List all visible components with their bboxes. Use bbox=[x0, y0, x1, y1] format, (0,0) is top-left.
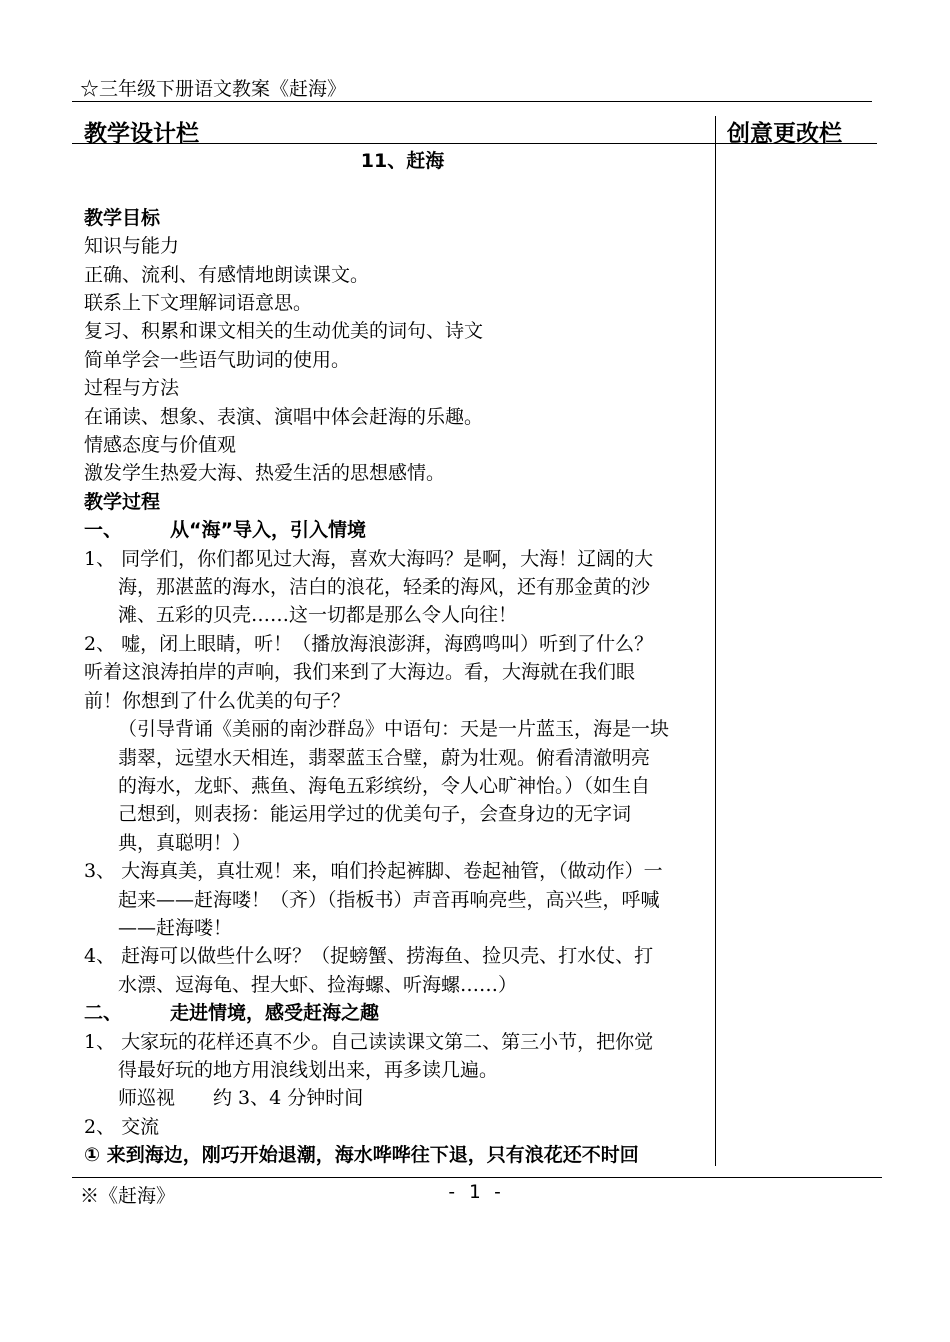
step-heading bbox=[84, 999, 709, 1027]
section-heading-process: 教学过程 bbox=[84, 490, 161, 513]
paragraph-line: 4、 赶海可以做些什么呀？（捉螃蟹、捞海鱼、捡贝壳、打水仗、打 bbox=[84, 945, 654, 968]
footer-title: ※《赶海》 bbox=[80, 1185, 176, 1207]
running-header: ☆三年级下册语文教案《赶海》 bbox=[80, 78, 347, 100]
step-number: 二、 bbox=[84, 1002, 123, 1025]
objective-item: 联系上下文理解词语意思。 bbox=[84, 292, 313, 315]
section-heading-objectives: 教学目标 bbox=[84, 206, 161, 229]
paragraph-line: 得最好玩的地方用浪线划出来，再多读几遍。 bbox=[118, 1058, 499, 1081]
column-divider bbox=[715, 116, 716, 1166]
lesson-plan-body bbox=[84, 147, 709, 1170]
paragraph-line: （引导背诵《美丽的南沙群岛》中语句：天是一片蓝玉，海是一块 bbox=[118, 718, 670, 741]
objective-item: 简单学会一些语气助词的使用。 bbox=[84, 348, 351, 371]
objective-subheading: 知识与能力 bbox=[84, 235, 180, 258]
header-rule bbox=[72, 101, 872, 102]
objective-subheading: 过程与方法 bbox=[84, 377, 180, 400]
table-header-rule bbox=[72, 143, 877, 144]
step-title: 从“海”导入，引入情境 bbox=[170, 519, 366, 542]
paragraph-line: 前！你想到了什么优美的句子？ bbox=[84, 689, 351, 712]
step-number: 一、 bbox=[84, 519, 123, 542]
paragraph-line: 起来——赶海喽！（齐）（指板书）声音再响亮些，高兴些，呼喊 bbox=[118, 888, 660, 911]
blank-line bbox=[84, 175, 709, 203]
step-title: 走进情境，感受赶海之趣 bbox=[170, 1002, 380, 1025]
objective-item: 在诵读、想象、表演、演唱中体会赶海的乐趣。 bbox=[84, 405, 484, 428]
objective-item: 复习、积累和课文相关的生动优美的词句、诗文 bbox=[84, 320, 484, 343]
revision-column-title: 创意更改栏 bbox=[727, 121, 842, 147]
paragraph-line: 师巡视 约 3、4 分钟时间 bbox=[118, 1087, 364, 1110]
page-number: - 1 - bbox=[446, 1181, 504, 1203]
paragraph-line: 滩、五彩的贝壳……这一切都是那么令人向往！ bbox=[118, 604, 518, 627]
paragraph-line: 1、 大家玩的花样还真不少。自己读读课文第二、第三小节，把你觉 bbox=[84, 1030, 654, 1053]
paragraph-line: 听着这浪涛拍岸的声响，我们来到了大海边。看，大海就在我们眼 bbox=[84, 661, 636, 684]
objective-subheading: 情感态度与价值观 bbox=[84, 434, 237, 457]
paragraph-line: 典，真聪明！） bbox=[118, 831, 252, 854]
lesson-title: 11、赶海 bbox=[360, 150, 445, 172]
design-column-title: 教学设计栏 bbox=[84, 121, 199, 147]
objective-item: 激发学生热爱大海、热爱生活的思想感情。 bbox=[84, 462, 446, 485]
paragraph-line: 的海水，龙虾、燕鱼、海龟五彩缤纷，令人心旷神怡。）（如生自 bbox=[118, 774, 651, 797]
paragraph-line: 海，那湛蓝的海水，洁白的浪花，轻柔的海风，还有那金黄的沙 bbox=[118, 576, 651, 599]
paragraph-line: 2、 嘘，闭上眼睛，听！（播放海浪澎湃，海鸥鸣叫）听到了什么？ bbox=[84, 632, 654, 655]
objective-item: 正确、流利、有感情地朗读课文。 bbox=[84, 263, 370, 286]
footer-rule bbox=[72, 1177, 882, 1178]
paragraph-line: 3、 大海真美，真壮观！来，咱们拎起裤脚、卷起袖管，（做动作）一 bbox=[84, 860, 663, 883]
paragraph-line: 水漂、逗海龟、捏大虾、捡海螺、听海螺……） bbox=[118, 973, 518, 996]
paragraph-line: 己想到，则表扬：能运用学过的优美句子，会查身边的无字词 bbox=[118, 803, 632, 826]
paragraph-line-bold: ① 来到海边，刚巧开始退潮，海水哗哗往下退，只有浪花还不时回 bbox=[84, 1144, 639, 1167]
paragraph-line: ——赶海喽！ bbox=[118, 916, 233, 939]
paragraph-line: 1、 同学们，你们都见过大海，喜欢大海吗？是啊，大海！辽阔的大 bbox=[84, 547, 654, 570]
step-heading bbox=[84, 516, 709, 544]
paragraph-line: 翡翠，远望水天相连，翡翠蓝玉合璧，蔚为壮观。俯看清澈明亮 bbox=[118, 746, 651, 769]
paragraph-line: 2、 交流 bbox=[84, 1115, 160, 1138]
